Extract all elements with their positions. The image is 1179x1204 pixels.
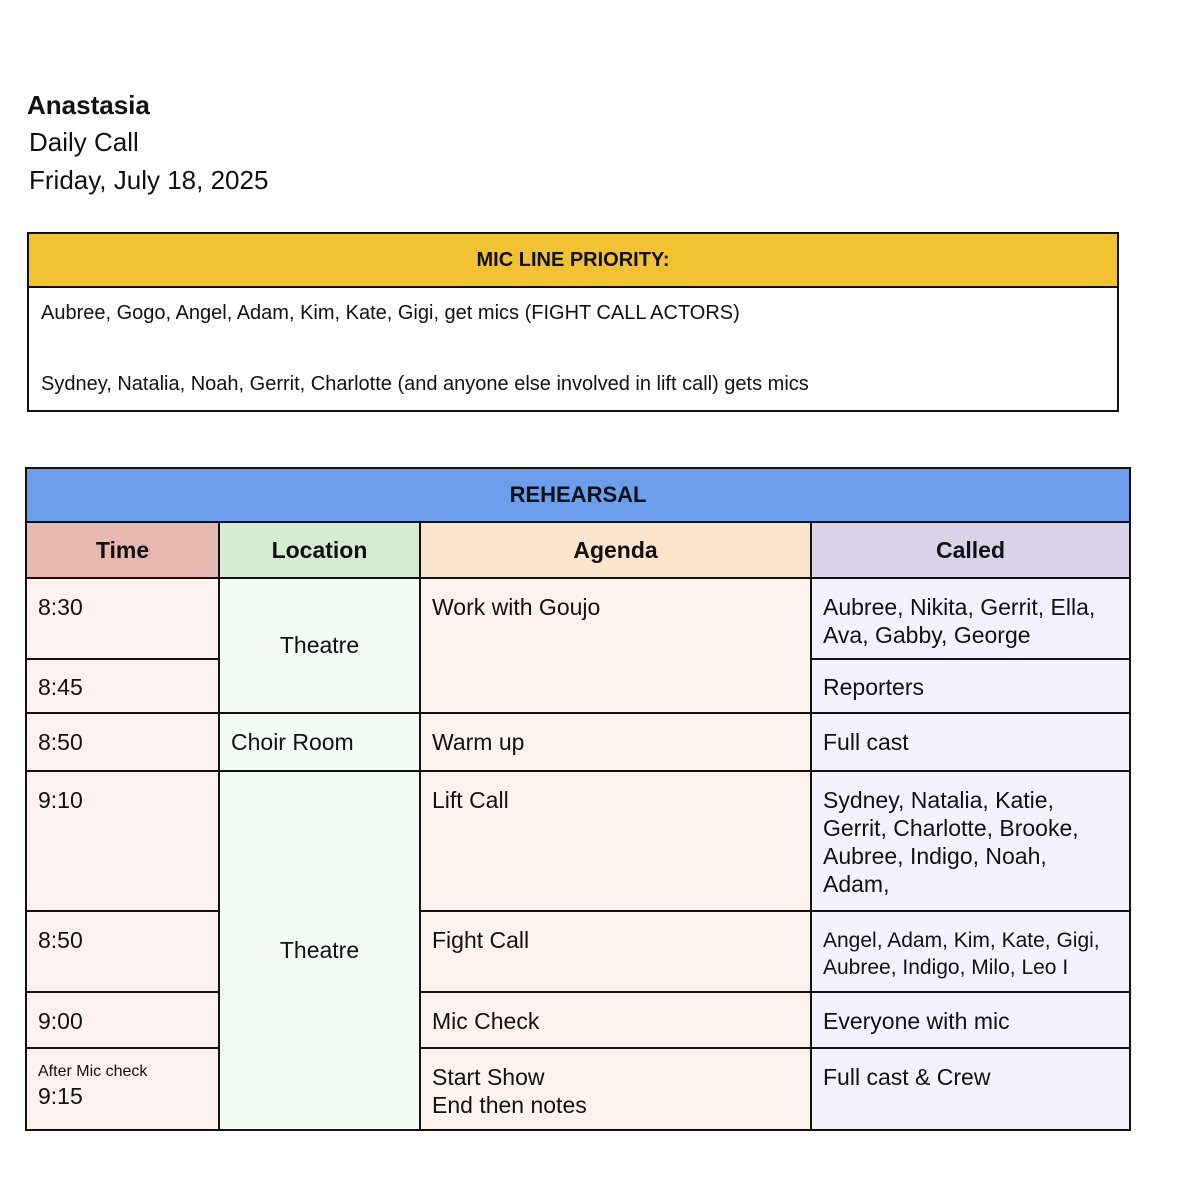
page-title: Anastasia [27,90,150,120]
called-cell: Angel, Adam, Kim, Kate, Gigi, Aubree, Indigo, Milo, Leo I [811,911,1130,992]
called-cell: Full cast & Crew [811,1048,1130,1130]
page-subtitle: Daily Call [29,127,139,157]
called-cell: Everyone with mic [811,992,1130,1048]
agenda-cell: Warm up [420,713,811,771]
column-header-agenda: Agenda [420,522,811,578]
called-cell: Full cast [811,713,1130,771]
agenda-cell: Work with Goujo [420,578,811,713]
time-cell: 8:50 [26,713,219,771]
mic-priority-table [27,232,1119,412]
time-cell: After Mic check 9:15 [26,1048,219,1130]
mic-priority-body [28,287,1118,411]
table-row [26,1048,1130,1130]
location-cell: Choir Room [219,713,420,771]
location-cell: Theatre [219,578,420,713]
time-note: After Mic check [38,1063,148,1080]
called-cell: Sydney, Natalia, Katie, Gerrit, Charlotte, Brooke, Aubree, Indigo, Noah, Adam, [811,771,1130,911]
column-header-location: Location [219,522,420,578]
table-row [26,992,1130,1048]
time-cell: 9:00 [26,992,219,1048]
table-row [26,578,1130,659]
table-row [26,771,1130,911]
mic-priority-heading: MIC LINE PRIORITY: [28,233,1118,287]
time-cell: 8:30 [26,578,219,659]
location-cell: Theatre [219,771,420,1130]
mic-priority-line: Sydney, Natalia, Noah, Gerrit, Charlotte (and anyone else involved in lift call) gets mics [41,373,809,395]
page-date: Friday, July 18, 2025 [29,165,269,195]
table-row [26,713,1130,771]
time-cell: 8:50 [26,911,219,992]
rehearsal-table [25,467,1131,1131]
agenda-cell: Fight Call [420,911,811,992]
called-cell: Reporters [811,659,1130,713]
agenda-cell: Mic Check [420,992,811,1048]
rehearsal-heading: REHEARSAL [26,468,1130,522]
mic-priority-line: Aubree, Gogo, Angel, Adam, Kim, Kate, Gigi, get mics (FIGHT CALL ACTORS) [41,302,740,324]
agenda-cell: Start Show End then notes [420,1048,811,1130]
column-header-called: Called [811,522,1130,578]
table-row [26,911,1130,992]
time-cell: 8:45 [26,659,219,713]
called-cell: Aubree, Nikita, Gerrit, Ella, Ava, Gabby, George [811,578,1130,659]
time-cell: 9:10 [26,771,219,911]
column-header-time: Time [26,522,219,578]
agenda-cell: Lift Call [420,771,811,911]
